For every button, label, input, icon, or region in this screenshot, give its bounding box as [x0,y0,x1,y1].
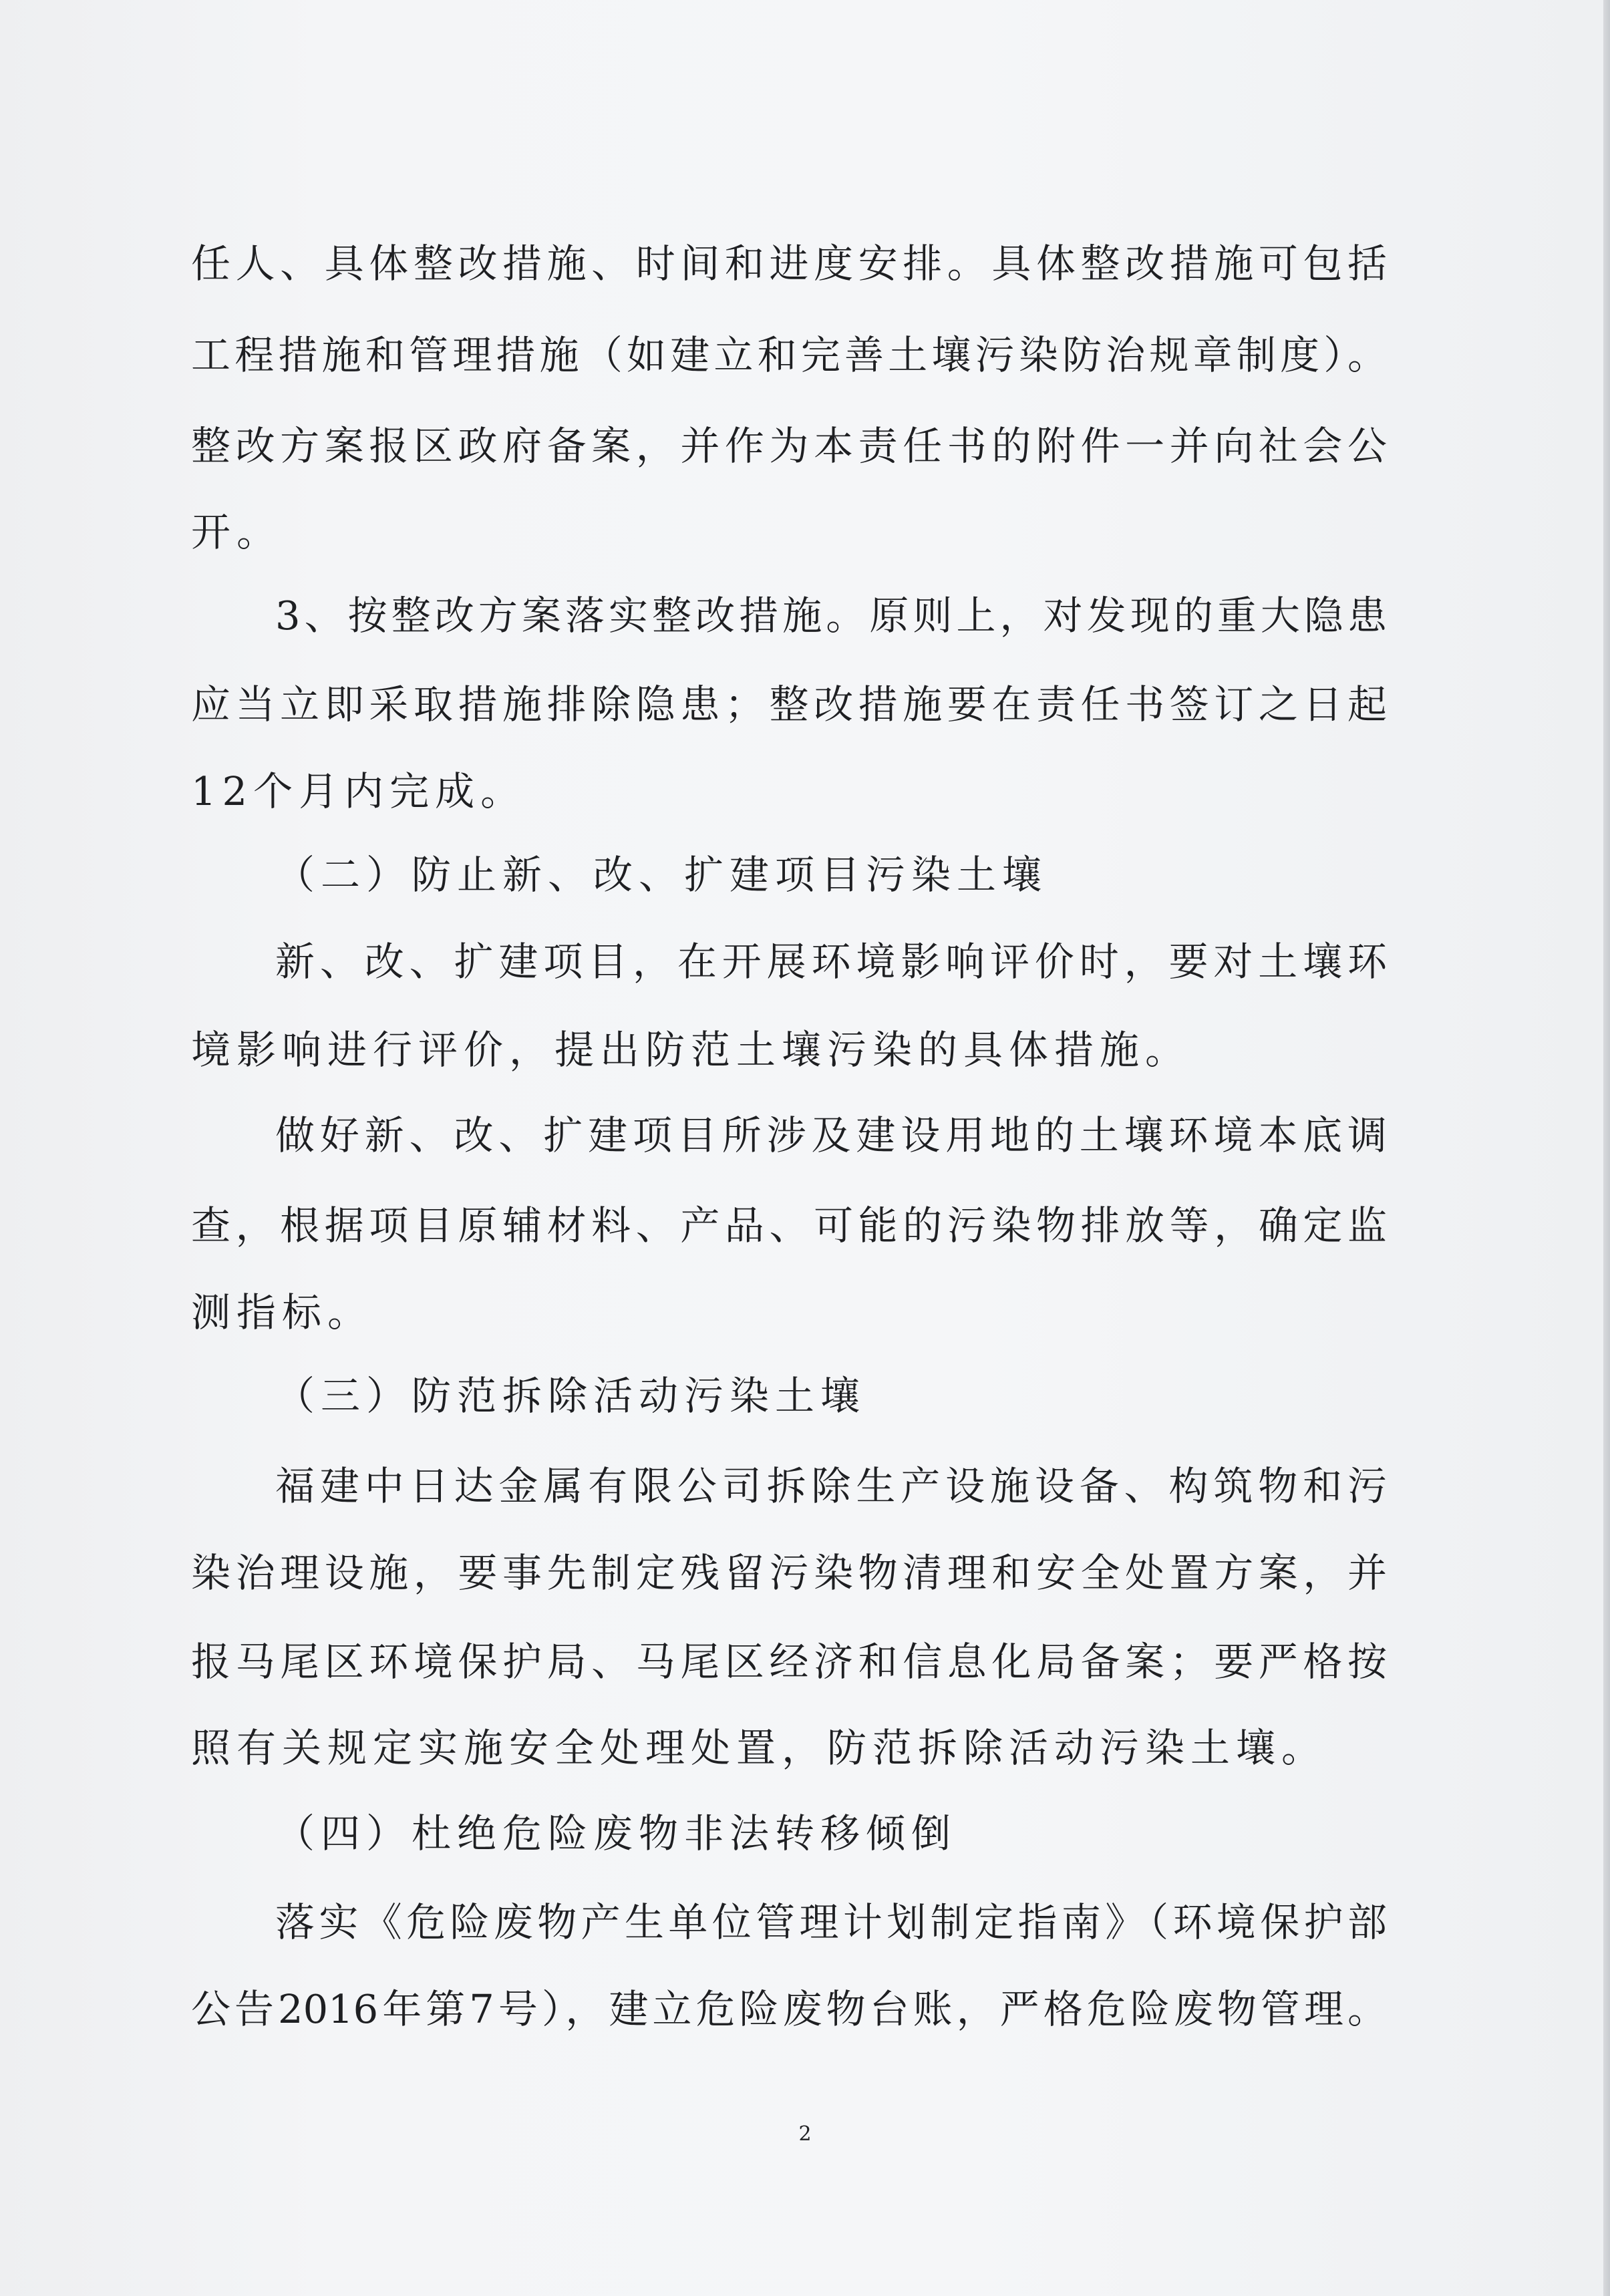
body-text-line: 查，根据项目原辅材料、产品、可能的污染物排放等，确定监 [191,1202,1387,1249]
body-text-line: 新、改、扩建项目，在开展环境影响评价时，要对土壤环 [275,939,1387,985]
body-text-line: 落实《危险废物产生单位管理计划制定指南》（环境保护部 [275,1899,1387,1945]
body-text-line: 开。 [191,509,283,555]
page-edge-shadow [1603,0,1610,2296]
section-heading: （二）防止新、改、扩建项目污染土壤 [275,852,1048,898]
section-heading: （四）杜绝危险废物非法转移倾倒 [275,1810,957,1856]
body-text-line: 任人、具体整改措施、时间和进度安排。具体整改措施可包括 [191,240,1387,287]
section-heading: （三）防范拆除活动污染土壤 [275,1373,866,1419]
body-text-line: 照有关规定实施安全处理处置，防范拆除活动污染土壤。 [191,1725,1327,1771]
body-text-line: 工程措施和管理措施（如建立和完善土壤污染防治规章制度）。 [191,332,1387,378]
body-text-line: 应当立即采取措施排除隐患；整改措施要在责任书签订之日起 [191,681,1387,727]
body-text-line: 福建中日达金属有限公司拆除生产设施设备、构筑物和污 [275,1463,1387,1509]
body-text-line: 12个月内完成。 [191,768,526,814]
body-text-line: 测指标。 [191,1289,373,1335]
body-text-line: 做好新、改、扩建项目所涉及建设用地的土壤环境本底调 [275,1112,1387,1158]
body-text-line: 报马尾区环境保护局、马尾区经济和信息化局备案；要严格按 [191,1639,1387,1685]
page-number: 2 [798,2122,812,2146]
body-text-line: 整改方案报区政府备案，并作为本责任书的附件一并向社会公 [191,423,1387,469]
body-text-line: 公告2016年第7号），建立危险废物台账，严格危险废物管理。 [191,1986,1387,2032]
body-text-line: 染治理设施，要事先制定残留污染物清理和安全处置方案，并 [191,1550,1387,1596]
body-text-line: 境影响进行评价，提出防范土壤污染的具体措施。 [191,1027,1191,1073]
body-text-line: 3、按整改方案落实整改措施。原则上，对发现的重大隐患 [275,593,1387,639]
